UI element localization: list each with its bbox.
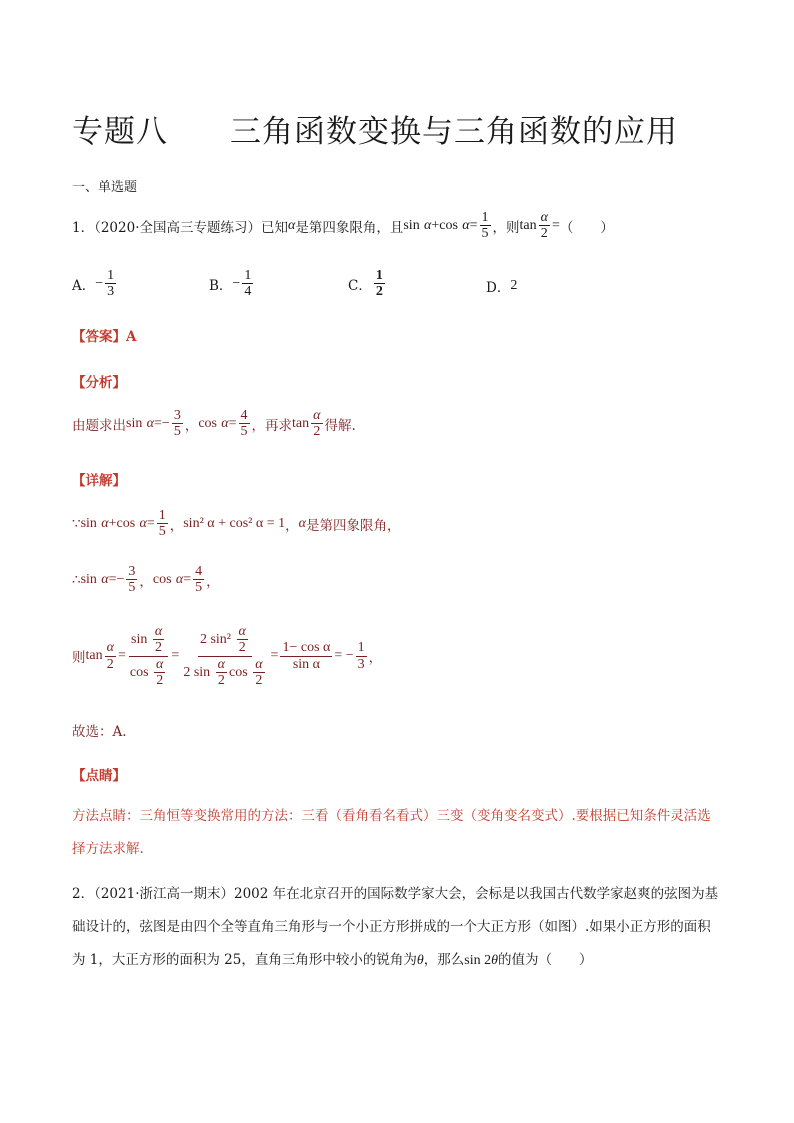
option-b[interactable]: [209, 268, 255, 300]
alpha-symbol: α: [175, 571, 184, 587]
fraction-one-fifth: [157, 508, 168, 540]
frac-den: 2: [375, 284, 383, 300]
option-sign: −: [95, 275, 104, 291]
fraction-alpha-half: [539, 210, 550, 242]
cos-label: cos: [229, 664, 248, 680]
frac-den: 5: [158, 524, 166, 540]
option-fraction: [242, 268, 253, 300]
option-fraction: [374, 268, 385, 300]
sin-label: sin: [80, 571, 97, 587]
two-sin-squared: 2 sin²: [199, 632, 232, 648]
frac-den: 2: [540, 226, 548, 242]
frac-den: 5: [195, 580, 203, 596]
equals-sign: =: [117, 648, 126, 664]
frac-num: 1: [158, 508, 166, 523]
cos-label: cos: [439, 217, 458, 233]
alpha-symbol: α: [221, 415, 229, 431]
sin-label: sin: [80, 515, 97, 531]
option-label: B．: [209, 277, 233, 294]
equals-sign: =: [469, 217, 478, 233]
fraction-three-fifths: [126, 564, 137, 596]
alpha-symbol: α: [146, 415, 154, 431]
q2-text3: 的值为（ ）: [497, 952, 593, 968]
frac-num: α: [154, 624, 163, 639]
frac-den: sin α: [292, 656, 320, 672]
choose-text: 故选：A.: [72, 724, 127, 740]
title-part1: 专题八: [72, 114, 168, 150]
tan-label: tan: [292, 415, 310, 431]
comma: ，: [184, 417, 199, 434]
because-symbol: ∵: [72, 515, 81, 532]
alpha-symbol: α: [101, 571, 109, 587]
analysis-t1: 由题求出: [72, 417, 126, 434]
question-2: [72, 878, 722, 977]
points-text: 方法点睛：三角恒等变换常用的方法：三看（看角看名看式）三变（变角变名变式）.要根据已知条件灵活选择方法求解.: [72, 808, 711, 857]
option-a[interactable]: [72, 268, 118, 300]
fraction-double-angle: [181, 624, 268, 689]
fraction-four-fifths: [193, 564, 204, 596]
fraction-four-fifths: [239, 408, 250, 440]
tan-label: tan: [85, 648, 103, 664]
fraction-result: [356, 640, 367, 672]
therefore-symbol: ∴: [72, 571, 81, 588]
option-d[interactable]: [486, 276, 517, 296]
comma: ，: [206, 573, 220, 590]
comma: ，: [139, 573, 153, 590]
frac-num: 3: [173, 408, 181, 423]
frac-den: 2: [217, 673, 225, 689]
comma: ，: [368, 650, 383, 667]
frac-den: 2: [106, 656, 114, 672]
frac-den: 3: [107, 284, 115, 300]
fraction-alpha-half: [311, 408, 322, 440]
frac-num: 3: [128, 564, 136, 579]
tan-label: tan: [519, 217, 537, 233]
section-heading: 一、单选题: [72, 180, 138, 195]
option-sign: −: [232, 275, 241, 291]
fraction-one-fifth: [480, 210, 491, 242]
cos-label: cos: [129, 664, 149, 680]
option-label: A．: [72, 277, 96, 294]
frac-num: α: [540, 210, 548, 225]
theta-symbol: θ: [491, 953, 498, 968]
fraction-one-minus-cos: [280, 640, 332, 672]
frac-den: 5: [128, 580, 136, 596]
minus-sign: −: [116, 571, 125, 587]
comma: ，: [285, 517, 299, 534]
frac-den: 2: [155, 640, 163, 656]
frac-den: 2: [313, 424, 321, 440]
page-title: [72, 106, 678, 151]
analysis-t3: ，再求: [251, 417, 293, 434]
alpha-symbol: α: [424, 217, 432, 233]
sin-label: sin: [131, 632, 148, 648]
q2-text2: ，那么: [423, 952, 465, 968]
equals-sign: =: [171, 648, 180, 664]
frac-num: 1: [375, 268, 383, 283]
option-label: D．: [486, 280, 511, 296]
frac-den: 5: [173, 424, 181, 440]
detail-fourth-quadrant: 是第四象限角，: [305, 517, 401, 534]
frac-num: 1: [481, 210, 489, 225]
frac-den: 4: [244, 284, 252, 300]
q1-mid: 是第四象限角，且: [295, 219, 404, 236]
analysis-tag: 【分析】: [72, 375, 126, 391]
fraction-sin-over-cos: [128, 624, 170, 689]
frac-den: 5: [240, 424, 248, 440]
analysis-text: [72, 408, 356, 440]
fraction-alpha-half: [105, 640, 116, 672]
detail-line-1: [72, 508, 400, 540]
alpha-symbol: α: [101, 515, 109, 531]
frac-num: 1: [107, 268, 115, 283]
minus-sign: −: [161, 415, 170, 431]
option-label: C．: [348, 277, 372, 294]
frac-den: 2: [255, 673, 263, 689]
plus-sign: +: [431, 217, 440, 233]
question-1: [72, 210, 614, 242]
q1-then: ，则: [492, 219, 520, 236]
equals-sign: =: [154, 415, 162, 431]
frac-den: [128, 657, 170, 689]
title-part2: 三角函数变换与三角函数的应用: [230, 114, 678, 150]
equals-sign: =: [146, 515, 155, 531]
two-sin: 2 sin: [183, 664, 211, 680]
q1-prefix: 1．（2020·全国高三专题练习）已知: [72, 219, 288, 236]
sin-label: sin: [403, 217, 420, 233]
q1-tail: （ ）: [559, 219, 614, 236]
frac-num: α: [106, 640, 114, 656]
equals-sign: =: [183, 571, 192, 587]
frac-num: 1− cos α: [282, 640, 331, 656]
answer-tag: 【答案】A: [72, 329, 137, 345]
alpha-symbol: α: [288, 217, 296, 233]
points-tag: 【点睛】: [72, 768, 126, 784]
frac-num: 4: [195, 564, 203, 579]
detail-tag: 【详解】: [72, 473, 126, 489]
theta-symbol: θ: [416, 953, 424, 968]
frac-num: α: [156, 656, 164, 672]
then-word: 则: [72, 650, 86, 667]
frac-den: 3: [357, 656, 365, 672]
pythagorean-identity: sin² α + cos² α = 1: [183, 515, 286, 531]
frac-num: α: [255, 656, 263, 672]
equals-sign: =: [228, 415, 237, 431]
alpha-symbol: α: [462, 217, 470, 233]
cos-label: cos: [152, 571, 172, 587]
result-sign: = −: [334, 648, 354, 664]
equals-sign: =: [551, 217, 560, 233]
frac-num: [198, 624, 252, 657]
frac-den: [181, 657, 268, 689]
option-c[interactable]: [348, 268, 387, 300]
option-value: 2: [510, 278, 518, 293]
frac-den: 2: [156, 673, 164, 689]
equals-sign: =: [108, 571, 117, 587]
frac-num: 1: [244, 268, 252, 283]
frac-num: 1: [357, 640, 365, 656]
frac-num: [129, 624, 168, 657]
frac-den: 2: [238, 640, 246, 656]
sin-2-label: sin 2: [464, 953, 492, 968]
equals-sign: =: [270, 648, 279, 664]
alpha-symbol: α: [139, 515, 147, 531]
plus-sign: +: [108, 515, 117, 531]
frac-num: α: [313, 408, 321, 423]
detail-line-3: [72, 624, 382, 689]
cos-label: cos: [116, 515, 136, 531]
cos-label: cos: [198, 415, 217, 431]
frac-num: α: [217, 656, 226, 672]
analysis-t4: 得解.: [324, 417, 356, 434]
frac-num: α: [238, 624, 246, 639]
option-fraction: [105, 268, 116, 300]
q2-text1: 2．（2021·浙江高一期末）2002 年在北京召开的国际数学家大会，会标是以我国古代数学家赵爽的弦图为基础设计的，弦图是由四个全等直角三角形与一个小正方形拼成的一个大正方形（如图）.如果小正方形的面积为 1，大正方形的面积为 25，直角三角形中较小的锐角为: [72, 886, 719, 968]
frac-den: 5: [481, 226, 489, 242]
alpha-symbol: α: [298, 515, 306, 531]
detail-line-2: [72, 564, 220, 596]
comma: ，: [169, 517, 184, 534]
frac-num: 4: [240, 408, 248, 423]
fraction-three-fifths: [172, 408, 183, 440]
sin-label: sin: [126, 415, 143, 431]
